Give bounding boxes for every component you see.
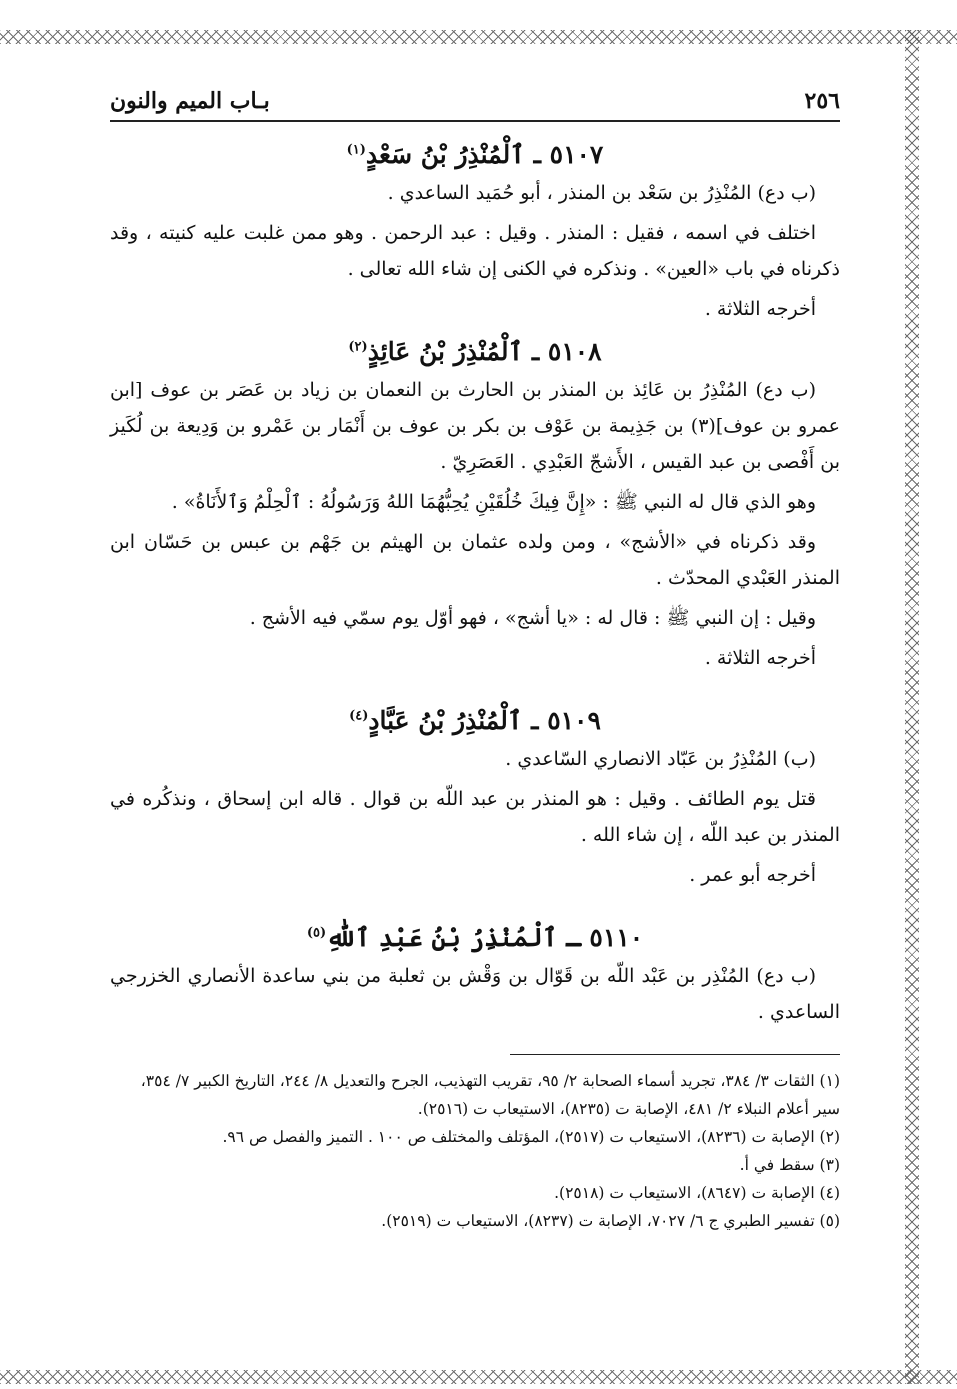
decorative-border-right [905, 30, 919, 1384]
entry-paragraph: وهو الذي قال له النبي ﷺ : «إِنَّ فِيكَ خُلُقَيْنِ يُحِبُّهُمَا اللهُ وَرَسُولُهُ : ٱلْحِلْمُ وَٱلأَنَاةُ» . [171, 491, 816, 513]
footnotes [110, 1067, 840, 1235]
entry-5108 [110, 337, 840, 676]
entry-paragraph: وقد ذكرناه في «الأشج» ، ومن ولده عثمان بن الهيثم بن جَهْم بن عبس بن حَسّان ابن المنذر العَبْدي المحدّث . [110, 531, 840, 589]
footnote-1: (١) الثقات ٣/ ٣٨٤، تجريد أسماء الصحابة ٢/ ٩٥، تقريب التهذيب، الجرح والتعديل ٨/ ٢٤٤، التاريخ الكبير ٧/ ٣٥٤، سير أعلام النبلاء ٢/ ٤٨١، الإصابة ت (٨٢٣٥)، الاستيعاب ت (٢٥١٦). [140, 1072, 840, 1118]
entry-paragraph: (ب دع) المُنْذِرُ بن سَعْد بن المنذر ، أبو حُمَيد الساعدي . [387, 182, 816, 204]
entry-title: ٥١٠٨ ـ ٱلْمُنْذِرُ بْنُ عَائِذٍ$^{(٢)}$ [348, 337, 602, 366]
footnote-ref: (٢) [348, 339, 368, 355]
book-page [110, 88, 840, 1235]
entry-paragraph: أخرجه الثلاثة . [704, 298, 816, 320]
entry-paragraph: اختلف في اسمه ، فقيل : المنذر . وقيل : عبد الرحمن . وهو ممن غلبت عليه كنيته ، وقد ذكرناه في باب «العين» . ونذكره في الكنى إن شاء الله تعالى . [110, 222, 840, 280]
footnote-3: (٣) سقط في أ. [739, 1156, 840, 1174]
entry-paragraph: (ب دع) المُنْذِرُ بن عَائِذ بن المنذر بن الحارث بن النعمان بن زياد بن عَصَر بن عوف [ابن عمرو بن عوف](٣) بن جَذِيمة بن عَوْف بن بكر بن عوف بن أَنْمَار بن عَمْرو بن وَدِيعة بن لُكَيز بن أَفْصى بن عبد القيس ، الأَشجّ العَبْدِي . العَصَرِيّ . [110, 379, 840, 473]
entry-paragraph: وقيل : إن النبي ﷺ : قال له : «يا أشج» ، فهو أوّل يوم سمّي فيه الأشج . [249, 607, 816, 629]
footnote-4: (٤) الإصابة ت (٨٦٤٧)، الاستيعاب ت (٢٥١٨). [554, 1184, 840, 1202]
entry-5110 [110, 923, 840, 1030]
entry-paragraph: أخرجه الثلاثة . [704, 647, 816, 669]
footnote-2: (٢) الإصابة ت (٨٢٣٦)، الاستيعاب ت (٢٥١٧)، المؤتلف والمختلف ص ١٠٠ . التميز والفصل ص ٩٦. [222, 1128, 840, 1146]
entry-paragraph: (ب دع) المُنْذِر بن عَبْد اللّه بن قَوّال بن وَقْش بن ثعلبة من بني ساعدة الأنصاري الخزرجي الساعدي . [110, 965, 840, 1023]
page-number: ٢٥٦ [804, 88, 840, 114]
footnote-ref: (٥) [306, 925, 327, 941]
decorative-border-top [0, 30, 957, 44]
decorative-border-bottom [0, 1370, 957, 1384]
entry-title: ٥١١٠ ـ ٱلْمُنْذِرُ بْنُ عَبْدِ ٱللّٰهِ$^{(٥)}$ [306, 923, 644, 952]
page-header [110, 88, 840, 122]
footnote-ref: (١) [346, 142, 366, 158]
entry-title: ٥١٠٧ ـ ٱلْمُنْذِرُ بْنُ سَعْدٍ$^{(١)}$ [346, 140, 604, 169]
entry-5107 [110, 140, 840, 327]
footnote-5: (٥) تفسير الطبري ج ٦/ ٧٠٢٧، الإصابة ت (٨٢٣٧)، الاستيعاب ت (٢٥١٩). [381, 1212, 840, 1230]
entry-5109 [110, 706, 840, 893]
footnote-divider [510, 1054, 840, 1055]
entry-title: ٥١٠٩ ـ ٱلْمُنْذِرُ بْنُ عَبَّادٍ$^{(٤)}$ [349, 706, 601, 735]
footnote-ref: (٤) [349, 708, 369, 724]
entry-paragraph: قتل يوم الطائف . وقيل : هو المنذر بن عبد اللّه بن قوال . قاله ابن إسحاق ، ونذكُره في المنذر بن عبد اللّه ، إن شاء الله . [110, 788, 840, 846]
entry-paragraph: (ب) المُنْذِرُ بن عَبّاد الانصاري السّاعدي . [505, 748, 816, 770]
entry-paragraph: أخرجه أبو عمر . [689, 864, 816, 886]
chapter-title: بـاب الميم والنون [110, 88, 270, 114]
